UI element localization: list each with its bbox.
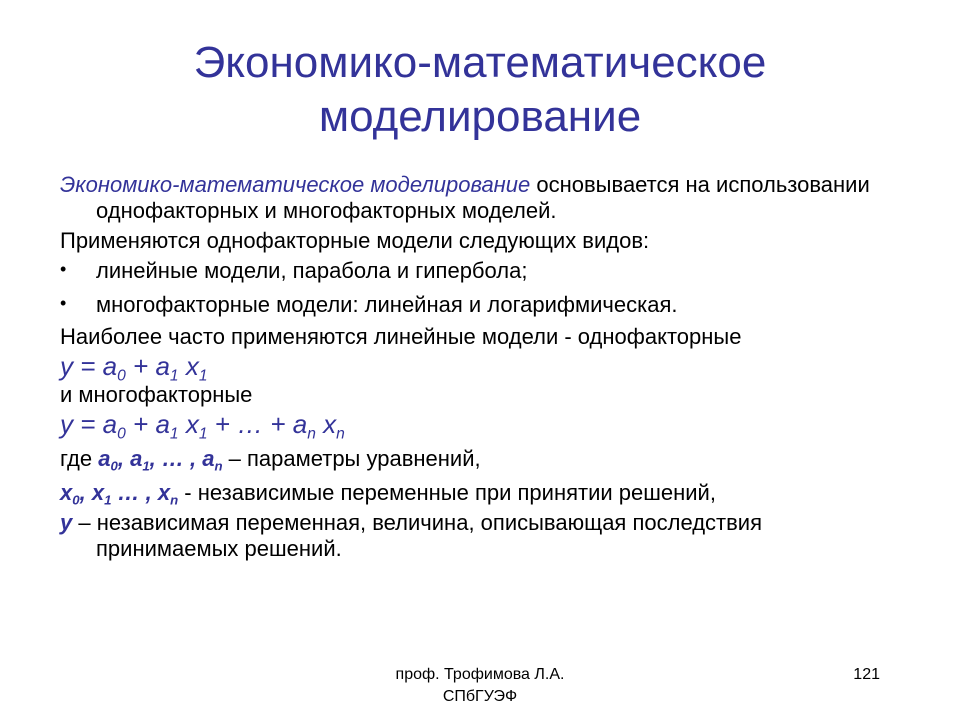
and-multifactor-text: и многофакторные (60, 382, 253, 407)
title-line-1: Экономико-математическое (193, 38, 767, 87)
title-line-2: моделирование (318, 92, 642, 141)
page-number: 121 (853, 666, 880, 683)
bullet-text: линейные модели, парабола и гипербола; (96, 258, 528, 283)
author-name: проф. Трофимова Л.А. (395, 666, 565, 683)
organization: СПбГУЭФ (442, 688, 518, 705)
intro-term: Экономико-математическое моделирование (60, 172, 531, 197)
footer-author (380, 664, 580, 708)
formula-single-factor: $y = a_0 + a_1$ $x_1$ (60, 351, 208, 385)
formula-multi-factor: $y = a_0 + a_1$ $x_1$ + … + $a_n$ $x_n$ (60, 409, 345, 443)
bullet-icon: • (60, 293, 67, 313)
intro-paragraph (60, 172, 900, 224)
slide-content (60, 172, 900, 562)
applied-types: Применяются однофакторные модели следующих видов: (60, 228, 650, 253)
bullet-text: многофакторные модели: линейная и логарифмическая. (96, 292, 678, 317)
bullet-icon: • (60, 259, 67, 279)
independent-variables-definition: $x_0$, $x_1$ … , $x_n$ - независимые переменные при принятии решений, (60, 480, 716, 508)
parameters-definition: где $a_0$, $a_1$, … , $a_n$ – параметры уравнений, (60, 446, 481, 474)
most-often-text: Наиболее часто применяются линейные модели - однофакторные (60, 324, 742, 349)
slide-title (80, 36, 880, 144)
bullet-item (60, 258, 900, 284)
dependent-variable-definition: y – независимая переменная, величина, описывающая последствия принимаемых решений. (60, 510, 762, 561)
bullet-item (60, 292, 900, 318)
intro-rest: основывается на использовании однофакторных и многофакторных моделей. (96, 172, 870, 223)
